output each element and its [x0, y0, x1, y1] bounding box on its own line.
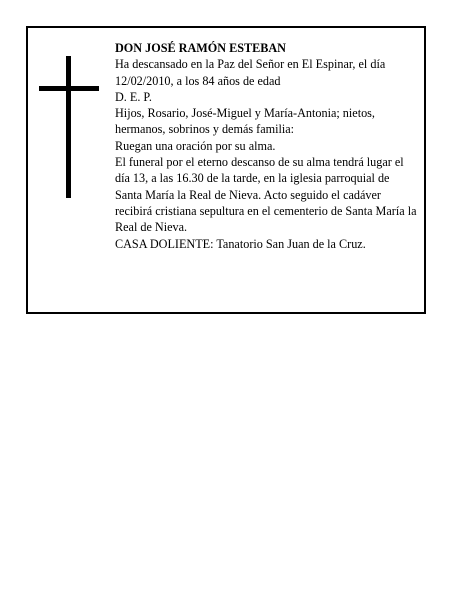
cross-icon: [39, 56, 99, 198]
obituary-text: [115, 40, 419, 252]
rip-line: D. E. P.: [115, 89, 152, 104]
cross-horizontal-bar: [39, 86, 99, 91]
death-announcement: Ha descansado en la Paz del Señor en El Espinar, el día 12/02/2010, a los 84 años de edad: [115, 57, 386, 88]
funeral-details: El funeral por el eterno descanso de su alma tendrá lugar el día 13, a las 16.30 de la tarde, en la iglesia parroquial de Santa María la Real de Nieva. Acto seguido el cadáver recibirá cristiana sepultura en el cementerio de Santa María la Real de Nieva.: [115, 155, 417, 235]
prayer-request: Ruegan una oración por su alma.: [115, 138, 276, 153]
deceased-name: DON JOSÉ RAMÓN ESTEBAN: [115, 41, 286, 55]
cross-vertical-bar: [66, 56, 71, 198]
obituary-notice: [26, 26, 426, 314]
mourning-house: CASA DOLIENTE: Tanatorio San Juan de la Cruz.: [115, 236, 366, 251]
family-list: Hijos, Rosario, José-Miguel y María-Antonia; nietos, hermanos, sobrinos y demás familia:: [115, 106, 375, 137]
